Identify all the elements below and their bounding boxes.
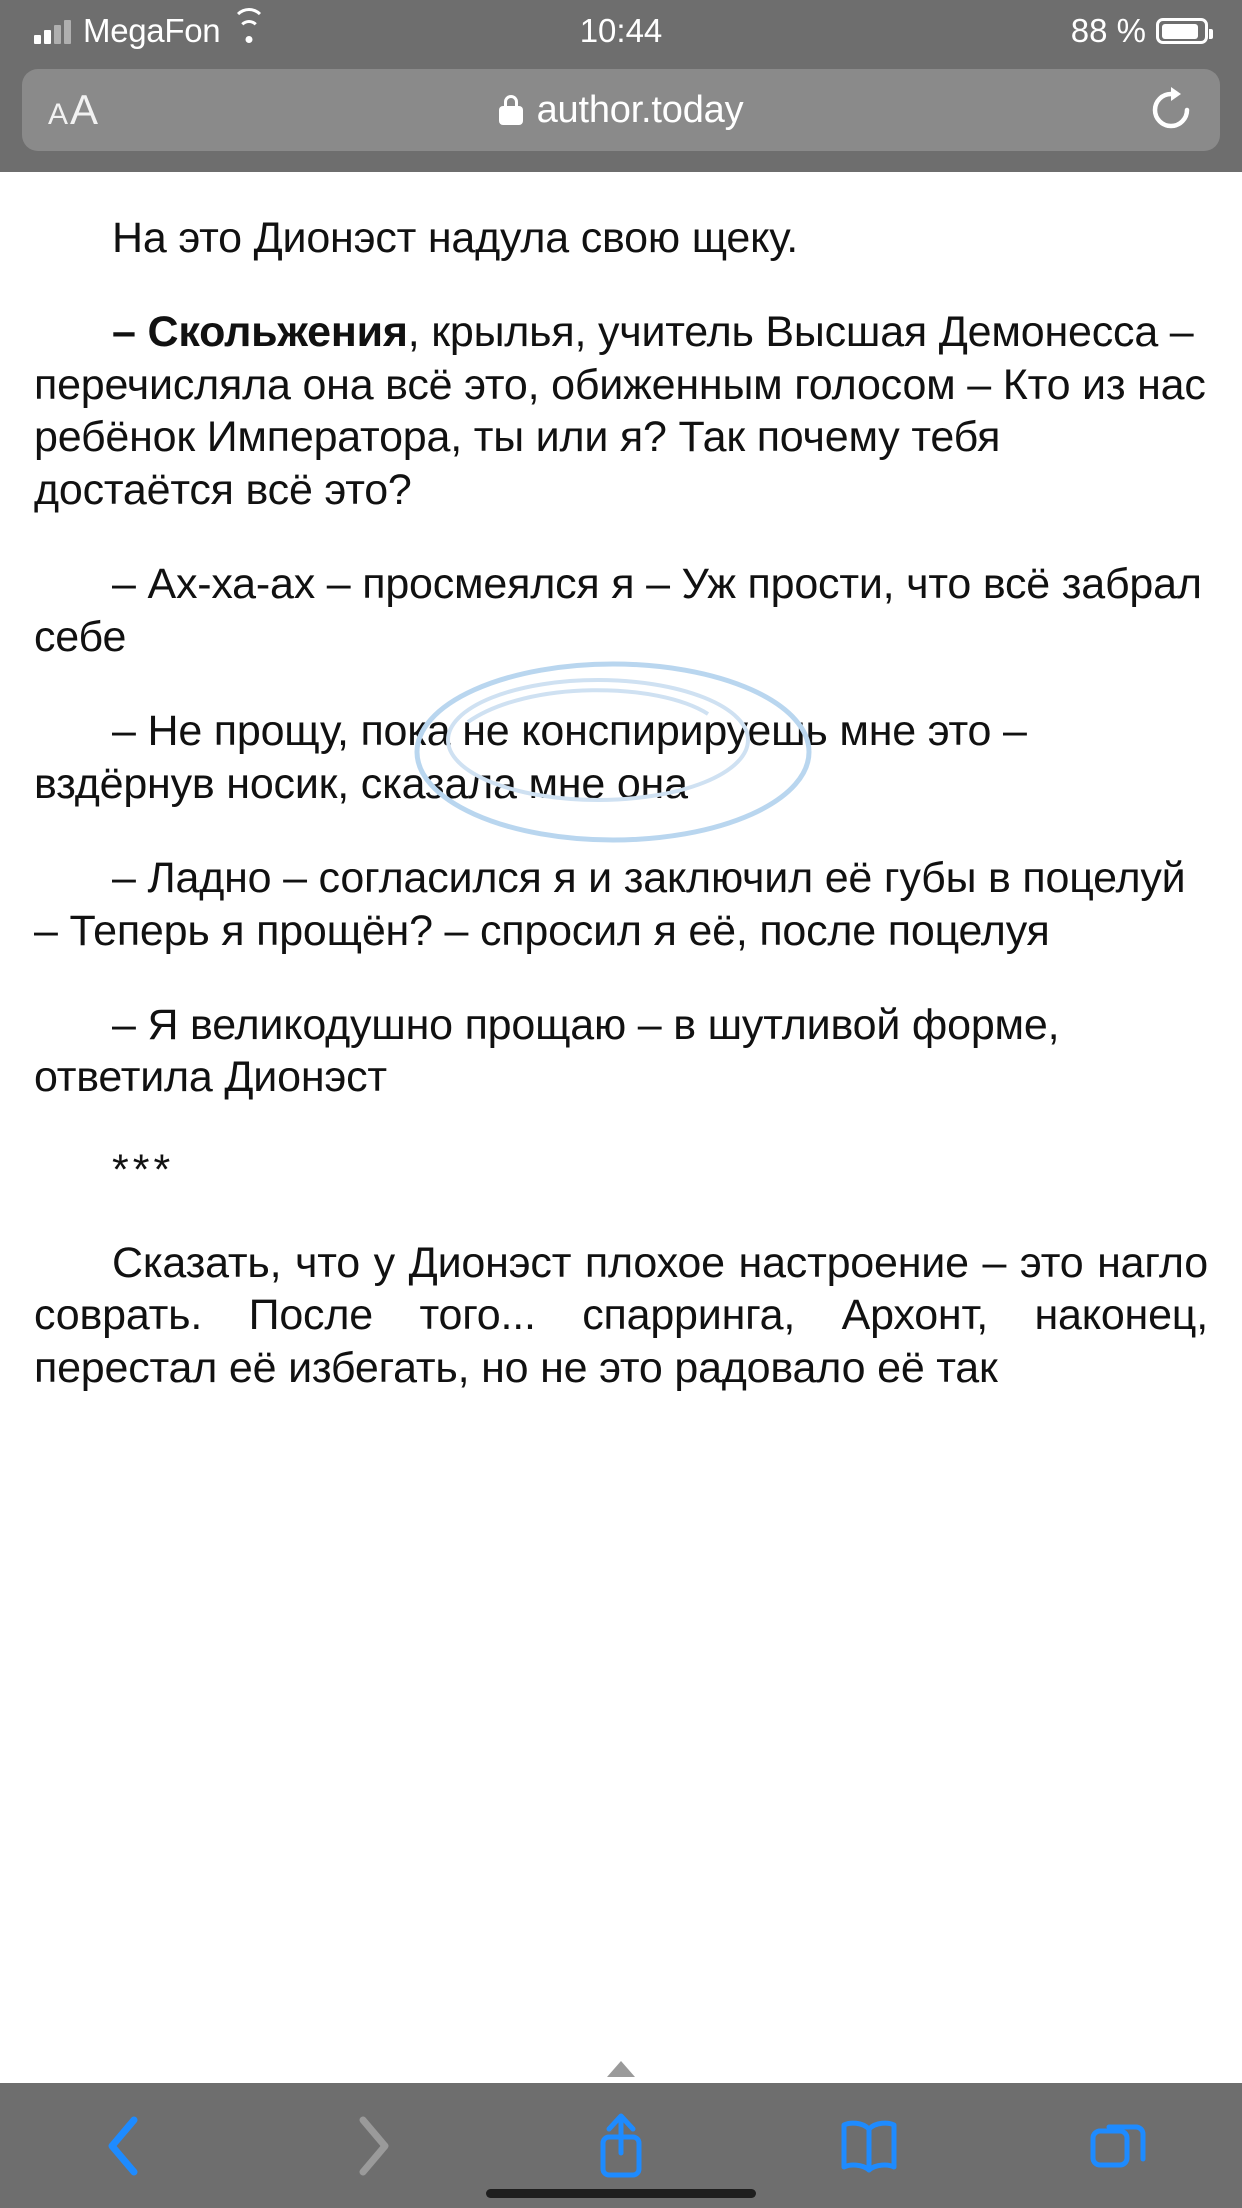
address-bar[interactable]: [22, 69, 1220, 151]
tabs-button[interactable]: [1058, 2101, 1178, 2191]
text-size-button[interactable]: [48, 86, 98, 134]
battery-percent-label: 88 %: [1070, 12, 1146, 49]
paragraph-6: – Я великодушно прощаю – в шутливой форме, ответила Дионэст: [34, 1000, 1060, 1102]
paragraph-2-rest: , крылья, учитель Высшая Демонесса – перечисляла она всё это, обиженным голосом – Кто из нас ребёнок Императора, ты или я? Так почему тебя достаётся всё это?: [34, 308, 1206, 514]
bookmarks-button[interactable]: [809, 2101, 929, 2191]
lock-icon: [499, 95, 523, 125]
reload-icon[interactable]: [1148, 87, 1194, 133]
battery-icon: [1156, 18, 1208, 44]
book-icon: [838, 2117, 900, 2175]
home-indicator: [486, 2189, 756, 2198]
paragraph-1: На это Дионэст надула свою щеку.: [112, 214, 798, 262]
web-page-content: [0, 172, 1242, 2083]
text-size-large-label: A: [70, 86, 99, 133]
section-divider-asterisks: ***: [112, 1145, 175, 1194]
browser-toolbar: [0, 62, 1242, 172]
back-button[interactable]: [64, 2101, 184, 2191]
forward-button[interactable]: [313, 2101, 433, 2191]
paragraph-3: – Ах-ха-ах – просмеялся я – Уж прости, что всё забрал себе: [34, 560, 1202, 661]
tabs-icon: [1087, 2115, 1149, 2177]
paragraph-4: – Не прощу, пока не конспирируешь мне это – вздёрнув носик, сказала мне она: [34, 707, 1027, 808]
status-bar: [0, 0, 1242, 62]
paragraph-8: Сказать, что у Дионэст плохое настроение – это нагло соврать. После того... спарринга, Архонт, наконец, перестал её избегать, но не это радовало её так: [34, 1238, 1208, 1392]
chevron-right-icon: [351, 2114, 395, 2178]
carrier-label: MegaFon: [83, 12, 221, 49]
text-size-small-label: A: [48, 98, 69, 131]
address-bar-center: [22, 89, 1220, 132]
paragraph-5: – Ладно – согласился я и заключил её губы в поцелуй – Теперь я прощён? – спросил я её, после поцелуя: [34, 854, 1186, 955]
chevron-left-icon: [102, 2114, 146, 2178]
paragraph-2-lead: – Скольжения: [112, 308, 408, 357]
share-icon: [593, 2111, 649, 2181]
scroll-caret-icon: [607, 2061, 635, 2077]
share-button[interactable]: [561, 2101, 681, 2191]
browser-bottom-toolbar: [0, 2083, 1242, 2208]
paragraph-2: [34, 306, 1208, 516]
url-text: author.today: [536, 88, 744, 131]
status-bar-clock: 10:44: [579, 12, 663, 49]
